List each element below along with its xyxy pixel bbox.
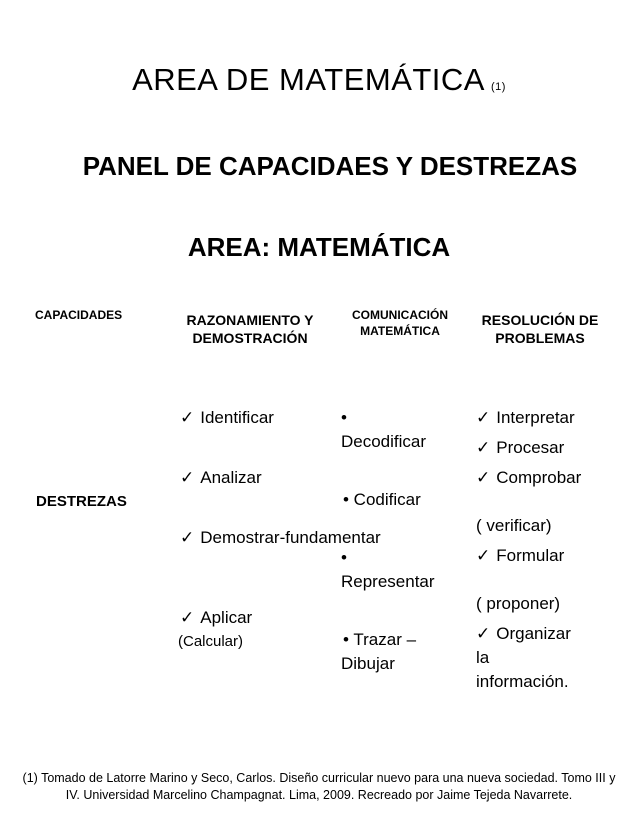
header-razonamiento: RAZONAMIENTO Y DEMOSTRACIÓN xyxy=(186,312,314,346)
panel-title: PANEL DE CAPACIDAES Y DESTREZAS xyxy=(82,151,578,181)
list-item: ✓ Identificar xyxy=(180,407,274,429)
page-title xyxy=(0,62,638,98)
list-item: ( proponer) xyxy=(476,594,561,613)
footnote-marker: (1) xyxy=(490,81,506,93)
header-comunicacion: COMUNICACIÓN MATEMÁTICA xyxy=(352,308,448,338)
row-label-destrezas: DESTREZAS xyxy=(36,493,127,510)
list-item: ✓ Comprobar xyxy=(476,467,581,489)
footnote: (1) Tomado de Latorre Marino y Seco, Carlos. Diseño curricular nuevo para una nueva sociedad. Tomo III y IV. Universidad Marcelino Champagnat. Lima, 2009. Recreado por Jaime Tejeda Navarrete. xyxy=(22,771,616,802)
page-title-text: AREA DE MATEMÁTICA xyxy=(132,62,485,97)
list-item: ( verificar) xyxy=(476,516,552,535)
list-item: • Codificar xyxy=(343,490,421,509)
list-item: Dibujar xyxy=(341,654,395,673)
area-title: AREA: MATEMÁTICA xyxy=(187,232,451,262)
list-item: ✓ Organizar xyxy=(476,623,571,645)
list-item: Representar xyxy=(341,572,435,591)
list-item: Decodificar xyxy=(341,432,427,451)
list-item: ✓ Procesar xyxy=(476,437,564,459)
list-item: ✓ Aplicar xyxy=(180,607,252,629)
list-item: (Calcular) xyxy=(178,633,244,650)
list-item: ✓ Formular xyxy=(476,545,564,567)
list-item: la xyxy=(476,648,490,667)
list-item: ✓ Demostrar-fundamentar xyxy=(180,527,381,549)
list-item: información. xyxy=(476,672,569,691)
list-item: • xyxy=(341,548,347,567)
list-item: • xyxy=(341,408,347,427)
header-resolucion: RESOLUCIÓN DE PROBLEMAS xyxy=(481,312,599,346)
list-item: • Trazar – xyxy=(343,630,417,649)
header-capacidades: CAPACIDADES xyxy=(35,308,123,322)
list-item: ✓ Analizar xyxy=(180,467,262,489)
list-item: ✓ Interpretar xyxy=(476,407,575,429)
